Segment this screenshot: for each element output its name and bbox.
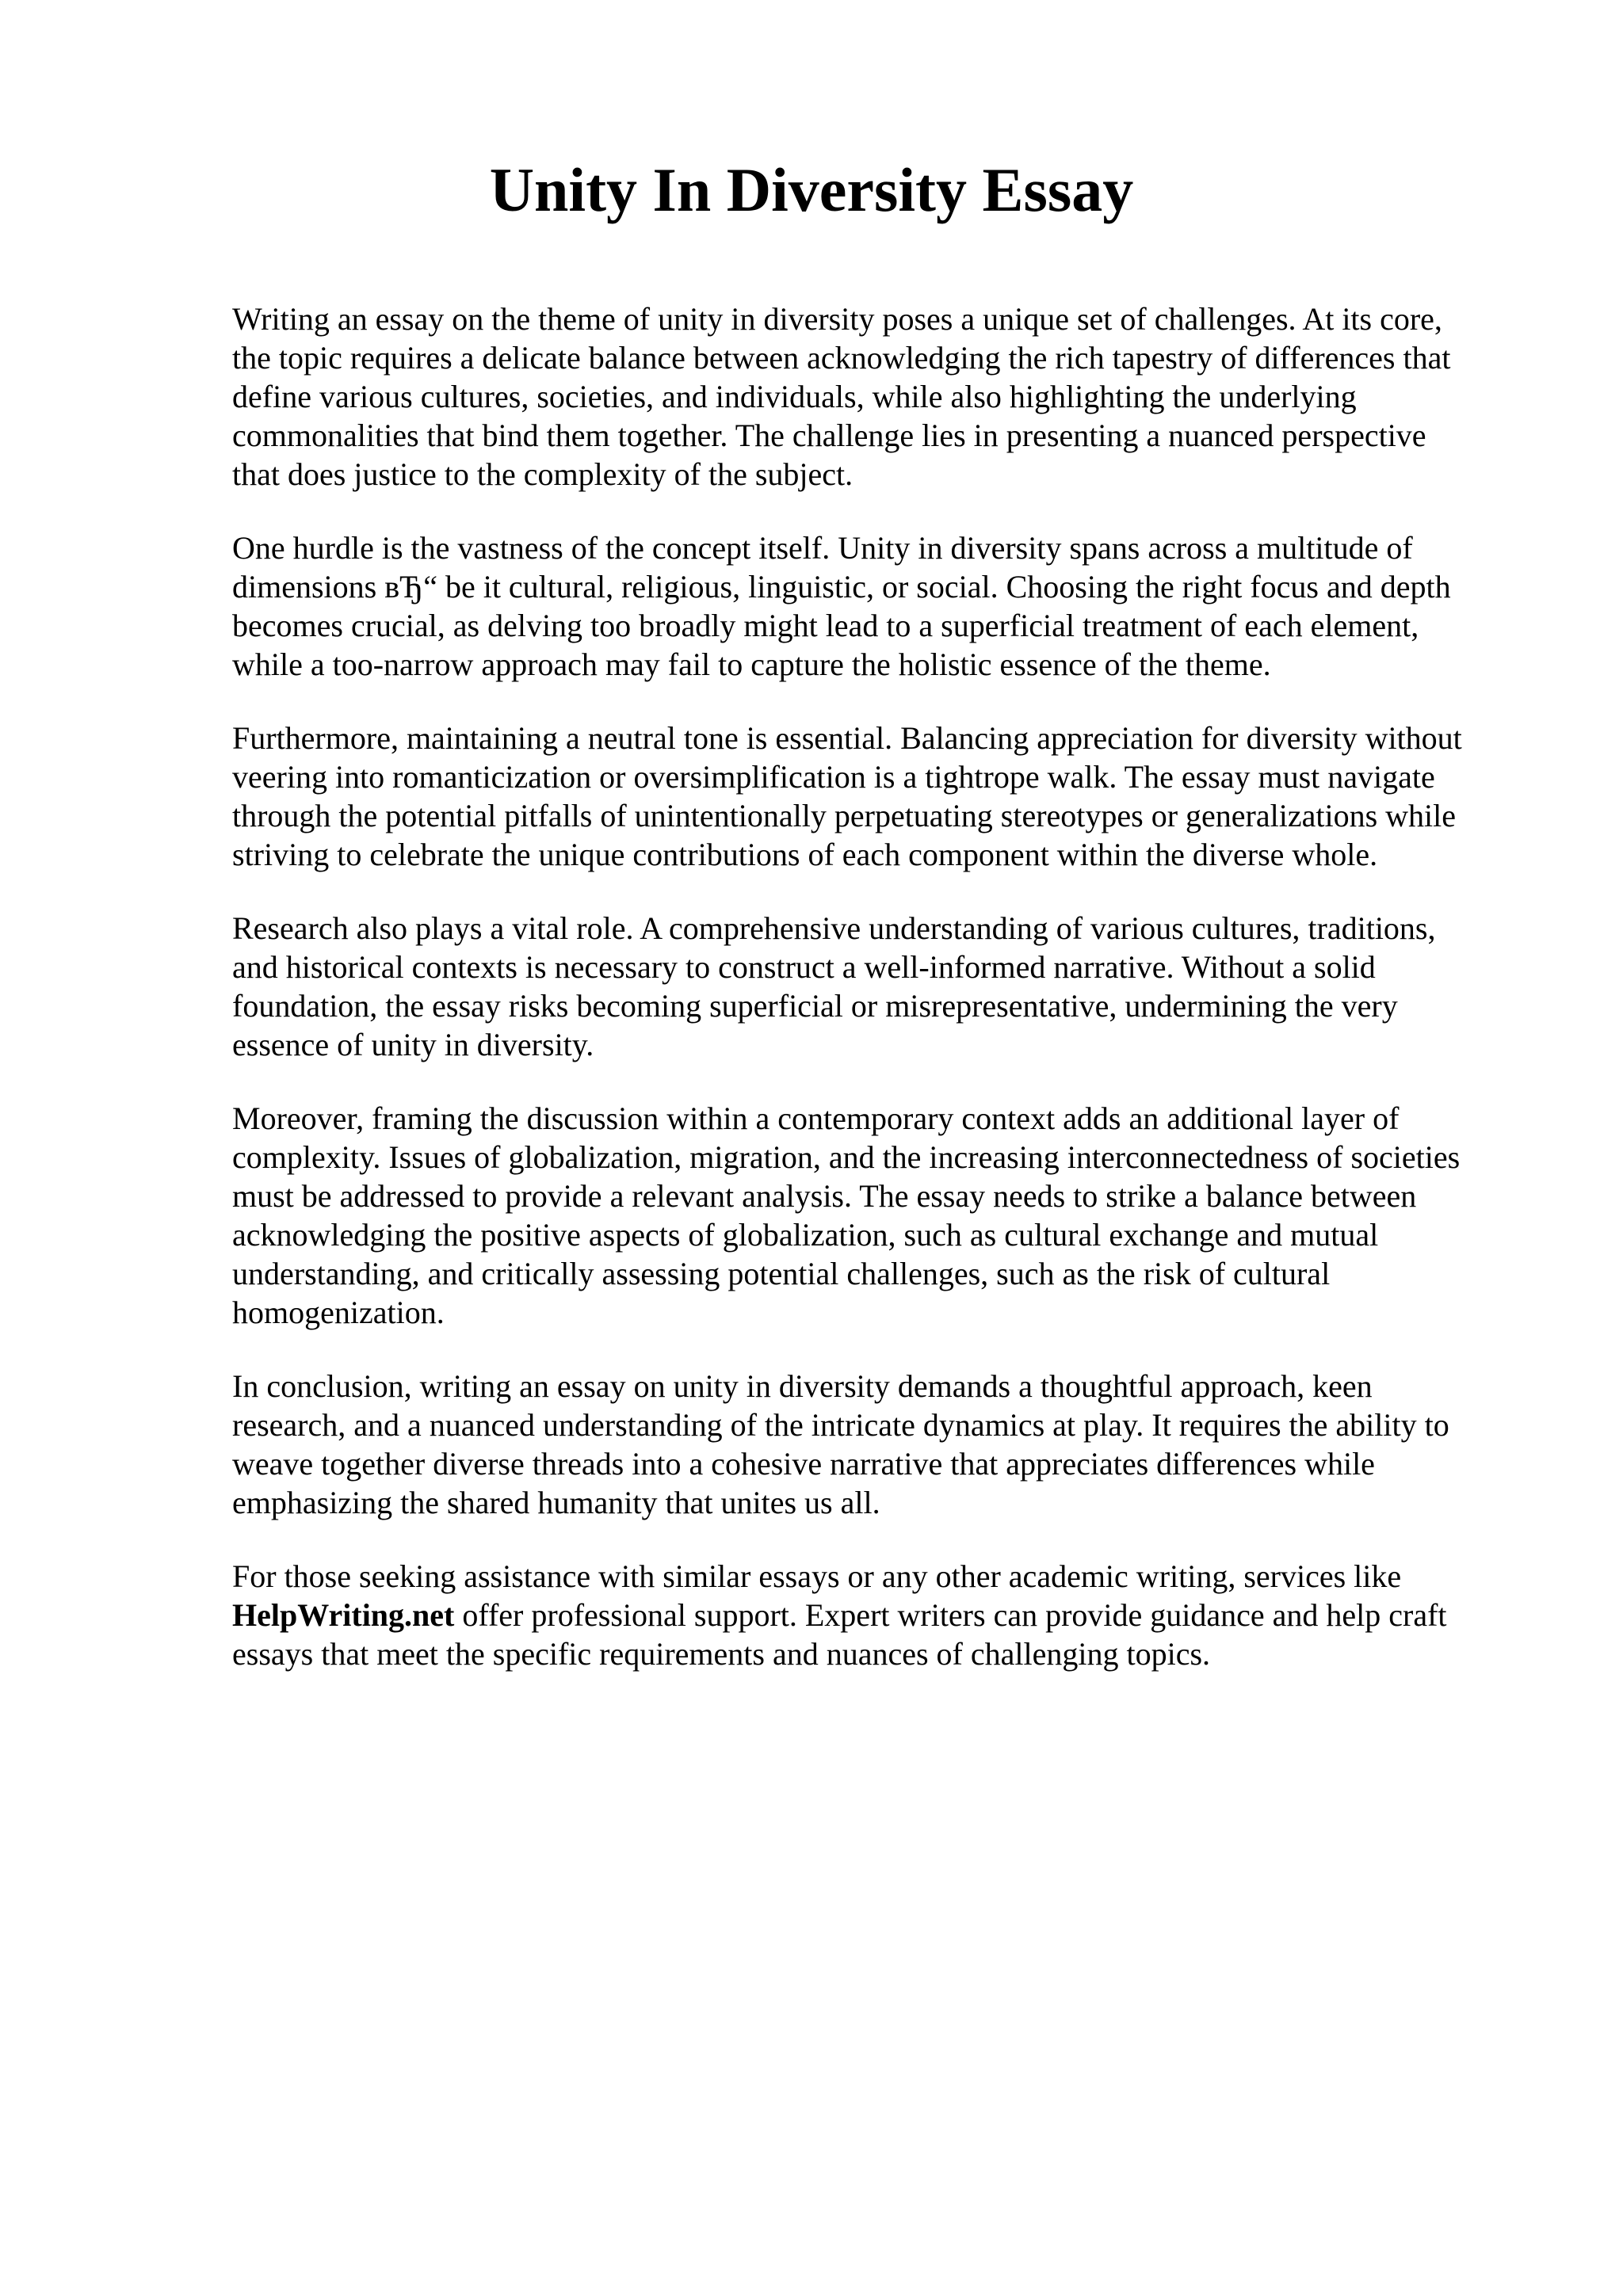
text-line: essence of unity in diversity. <box>232 1027 594 1062</box>
document-body <box>232 299 1512 1708</box>
text-line: Furthermore, maintaining a neutral tone is essential. Balancing appreciation for diversity without <box>232 720 1462 756</box>
text-line: veering into romanticization or oversimplification is a tightrope walk. The essay must navigate <box>232 759 1435 795</box>
text-line: while a too-narrow approach may fail to capture the holistic essence of the theme. <box>232 646 1271 682</box>
text-line: that does justice to the complexity of the subject. <box>232 456 854 492</box>
closing-line-rest: offer professional support. Expert writers can provide guidance and help craft <box>454 1597 1447 1633</box>
text-line: Research also plays a vital role. A comprehensive understanding of various cultures, traditions, <box>232 910 1436 946</box>
text-line: commonalities that bind them together. The challenge lies in presenting a nuanced perspective <box>232 418 1426 453</box>
document-title: Unity In Diversity Essay <box>489 155 1134 224</box>
text-line: For those seeking assistance with similar essays or any other academic writing, services like <box>232 1558 1402 1594</box>
text-line: and historical contexts is necessary to construct a well-informed narrative. Without a solid <box>232 949 1376 985</box>
text-line: understanding, and critically assessing potential challenges, such as the risk of cultural <box>232 1256 1331 1291</box>
text-line <box>232 1596 1512 1634</box>
text-line: through the potential pitfalls of unintentionally perpetuating stereotypes or generalizations while <box>232 798 1457 833</box>
text-line: striving to celebrate the unique contributions of each component within the diverse whole. <box>232 837 1378 872</box>
text-line: dimensions вЂ“ be it cultural, religious, linguistic, or social. Choosing the right focus and depth <box>232 569 1451 605</box>
text-line: complexity. Issues of globalization, migration, and the increasing interconnectedness of societies <box>232 1139 1461 1175</box>
paragraph-6 <box>232 1367 1512 1522</box>
text-line: foundation, the essay risks becoming superficial or misrepresentative, undermining the very <box>232 988 1398 1024</box>
text-line: Writing an essay on the theme of unity in diversity poses a unique set of challenges. At its core, <box>232 301 1442 337</box>
text-line: must be addressed to provide a relevant analysis. The essay needs to strike a balance between <box>232 1178 1417 1214</box>
text-line: becomes crucial, as delving too broadly might lead to a superficial treatment of each element, <box>232 608 1419 643</box>
text-line: acknowledging the positive aspects of globalization, such as cultural exchange and mutual <box>232 1217 1379 1253</box>
paragraph-3 <box>232 719 1512 874</box>
paragraph-5 <box>232 1099 1512 1332</box>
text-line: research, and a nuanced understanding of the intricate dynamics at play. It requires the ability to <box>232 1407 1449 1443</box>
text-line: homogenization. <box>232 1295 445 1330</box>
text-line: essays that meet the specific requirements and nuances of challenging topics. <box>232 1636 1211 1672</box>
paragraph-2 <box>232 528 1512 684</box>
brand-name: HelpWriting.net <box>232 1597 455 1633</box>
text-line: the topic requires a delicate balance between acknowledging the rich tapestry of differences that <box>232 340 1451 376</box>
text-line: In conclusion, writing an essay on unity in diversity demands a thoughtful approach, keen <box>232 1368 1373 1404</box>
text-line: emphasizing the shared humanity that unites us all. <box>232 1485 880 1520</box>
text-line: One hurdle is the vastness of the concept itself. Unity in diversity spans across a multitude of <box>232 530 1413 566</box>
text-line: Moreover, framing the discussion within a contemporary context adds an additional layer of <box>232 1100 1400 1136</box>
paragraph-1 <box>232 299 1512 494</box>
text-line: weave together diverse threads into a cohesive narrative that appreciates differences while <box>232 1446 1375 1482</box>
paragraph-4 <box>232 909 1512 1064</box>
closing-paragraph <box>232 1557 1512 1673</box>
text-line: define various cultures, societies, and individuals, while also highlighting the underlying <box>232 379 1357 414</box>
